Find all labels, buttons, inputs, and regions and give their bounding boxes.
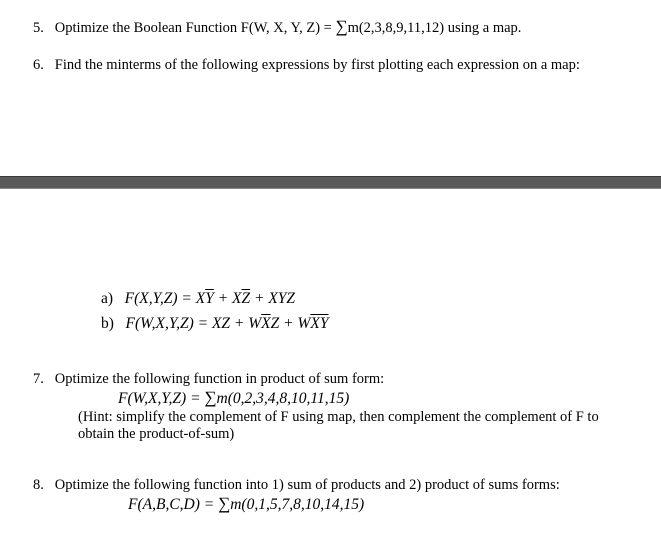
- q6b-label: b): [101, 315, 114, 332]
- q7-hint-line2: obtain the product-of-sum): [78, 426, 235, 442]
- q6b-expression: F(W,X,Y,Z) = XZ + $W\overline{X}Z + W\overline{XY}$: [125, 315, 329, 332]
- q5-tail: m(2,3,8,9,11,12) using a map.: [347, 20, 522, 36]
- q6b-line: [101, 315, 328, 333]
- q7-text: Optimize the following function in product of sum form:: [54, 371, 385, 387]
- q6-line: [33, 56, 580, 74]
- q8-number: 8.: [33, 477, 44, 493]
- q6a-expression: $F(X,Y,Z) = X\overline{Y} + X\overline{Z}$ + XYZ: [124, 290, 296, 307]
- q6a-label: a): [101, 290, 114, 307]
- q8-line: [33, 476, 560, 494]
- q8-text: Optimize the following function into 1) sum of products and 2) product of sums forms:: [54, 477, 560, 493]
- q5-text: Optimize the Boolean Function F(W, X, Y, Z) =: [54, 20, 336, 36]
- sigma-symbol: ∑: [218, 494, 231, 513]
- q5-number: 5.: [33, 20, 44, 36]
- sigma-symbol: ∑: [335, 17, 348, 36]
- q8-function: F(A,B,C,D) = ∑m(0,1,5,7,8,10,14,15): [128, 494, 365, 513]
- q6-number: 6.: [33, 57, 44, 73]
- q6a-line: [101, 290, 295, 308]
- q6-text: Find the minterms of the following expressions by first plotting each expression on a map:: [54, 57, 580, 73]
- page-divider: [0, 176, 661, 189]
- q7-number: 7.: [33, 371, 44, 387]
- q7-hint-line1: (Hint: simplify the complement of F using map, then complement the complement of F to: [78, 409, 599, 425]
- sigma-symbol: ∑: [204, 388, 217, 407]
- q7-line: [33, 370, 384, 388]
- q5-line: [33, 18, 521, 37]
- q7-function: F(W,X,Y,Z) = ∑m(0,2,3,4,8,10,11,15): [118, 388, 350, 407]
